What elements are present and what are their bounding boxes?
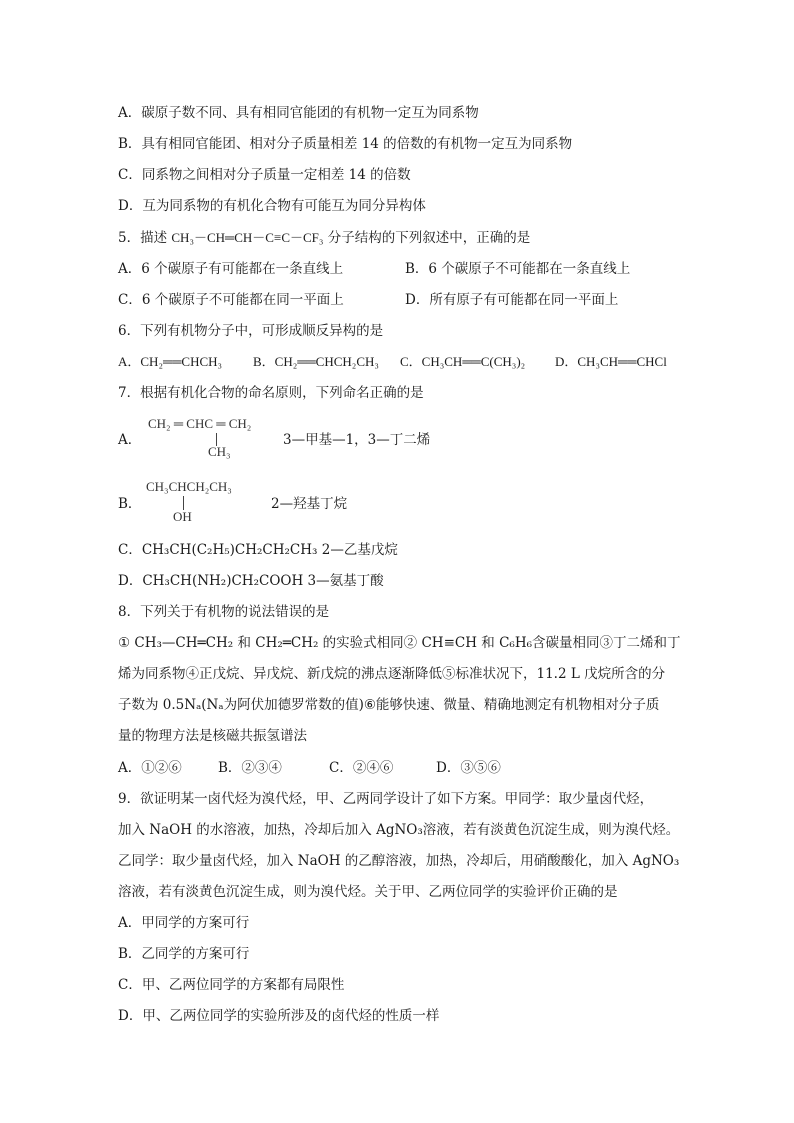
q4-option-c: C．同系物之间相对分子质量一定相差 14 的倍数 — [118, 167, 411, 183]
q6-stem: 6．下列有机物分子中，可形成顺反异构的是 — [118, 323, 384, 339]
q6-option-b: B．CH₂══CHCH₂CH₃ — [253, 354, 379, 369]
q9-option-d: D．甲、乙两位同学的实验所涉及的卤代烃的性质一样 — [118, 1008, 440, 1024]
q7-option-c: C．CH₃CH(C₂H₅)CH₂CH₂CH₃ 2—乙基戊烷 — [118, 542, 398, 558]
q8-statement-line-3: 子数为 0.5Nₐ(Nₐ为阿伏加德罗常数的值)⑥能够快速、微量、精确地测定有机物相对分子质 — [118, 697, 660, 713]
q5-option-c: C．6 个碳原子不可能都在同一平面上 — [118, 292, 344, 308]
q9-option-b: B．乙同学的方案可行 — [118, 946, 250, 962]
q8-stem: 8．下列关于有机物的说法错误的是 — [118, 604, 330, 620]
q7-stem: 7．根据有机化合物的命名原则，下列命名正确的是 — [118, 385, 424, 401]
q8-statement-line-1: ① CH₃—CH═CH₂ 和 CH₂═CH₂ 的实验式相同② CH≡CH 和 C₆H₆含碳量相同③丁二烯和丁 — [118, 635, 681, 651]
q5-option-d: D．所有原子有可能都在同一平面上 — [405, 292, 619, 308]
q9-stem-line-1: 9．欲证明某一卤代烃为溴代烃，甲、乙两同学设计了如下方案。甲同学：取少量卤代烃， — [118, 791, 654, 807]
q9-option-a: A．甲同学的方案可行 — [118, 915, 250, 931]
q8-statement-line-4: 量的物理方法是核磁共振氢谱法 — [118, 728, 307, 744]
q7-option-a-label: A． — [118, 432, 142, 448]
q8-option-d: D．③⑤⑥ — [436, 760, 501, 776]
q4-option-a: A．碳原子数不同、具有相同官能团的有机物一定互为同系物 — [118, 105, 479, 121]
q7-option-b-label: B． — [118, 496, 142, 512]
q6-option-c: C．CH₃CH══C(CH₃)₂ — [400, 354, 526, 369]
q6-option-d: D．CH₃CH══CHCl — [555, 354, 667, 369]
q9-stem-line-3: 乙同学：取少量卤代烃，加入 NaOH 的乙醇溶液，加热，冷却后，用硝酸酸化，加入 AgNO₃ — [118, 853, 680, 869]
q9-stem-line-4: 溶液，若有淡黄色沉淀生成，则为溴代烃。关于甲、乙两位同学的实验评价正确的是 — [118, 884, 618, 900]
q7-option-b-name: 2—羟基丁烷 — [271, 496, 348, 512]
q5-stem — [118, 228, 530, 248]
q7-b-structure-branch: OH — [173, 509, 192, 524]
q7-b-structure-main: CH₃CHCH₂CH₃ — [146, 479, 232, 494]
q7-option-d: D．CH₃CH(NH₂)CH₂COOH 3—氨基丁酸 — [118, 573, 384, 589]
q5-option-b: B．6 个碳原子不可能都在一条直线上 — [405, 261, 631, 277]
q5-stem-pre: 5．描述 — [118, 230, 172, 246]
q7-b-bond-line — [183, 496, 184, 510]
q8-option-c: C．②④⑥ — [329, 760, 394, 776]
q5-formula: CH₃－CH═CH－C≡C－CF₃ — [171, 230, 324, 245]
q4-option-b: B．具有相同官能团、相对分子质量相差 14 的倍数的有机物一定互为同系物 — [118, 136, 573, 152]
q9-stem-line-2: 加入 NaOH 的水溶液，加热，冷却后加入 AgNO₃溶液，若有淡黄色沉淀生成，则为溴代烃。 — [118, 822, 680, 838]
q5-stem-post: 分子结构的下列叙述中，正确的是 — [323, 230, 531, 246]
q4-option-d: D．互为同系物的有机化合物有可能互为同分异构体 — [118, 198, 426, 214]
q9-option-c: C．甲、乙两位同学的方案都有局限性 — [118, 977, 345, 993]
q6-option-a: A．CH₂══CHCH₃ — [118, 354, 223, 369]
q7-a-structure-main: CH₂ ═ CHC ═ CH₂ — [148, 416, 252, 431]
q8-option-b: B．②③④ — [218, 760, 282, 776]
q8-statement-line-2: 烯为同系物④正戊烷、异戊烷、新戊烷的沸点逐渐降低⑤标准状况下，11.2 L 戊烷所含的分 — [118, 666, 666, 682]
q7-option-a-name: 3—甲基—1，3—丁二烯 — [283, 432, 431, 448]
q5-option-a: A．6 个碳原子有可能都在一条直线上 — [118, 261, 344, 277]
q8-option-a: A．①②⑥ — [118, 760, 182, 776]
q7-a-structure-branch: CH₃ — [208, 444, 231, 459]
